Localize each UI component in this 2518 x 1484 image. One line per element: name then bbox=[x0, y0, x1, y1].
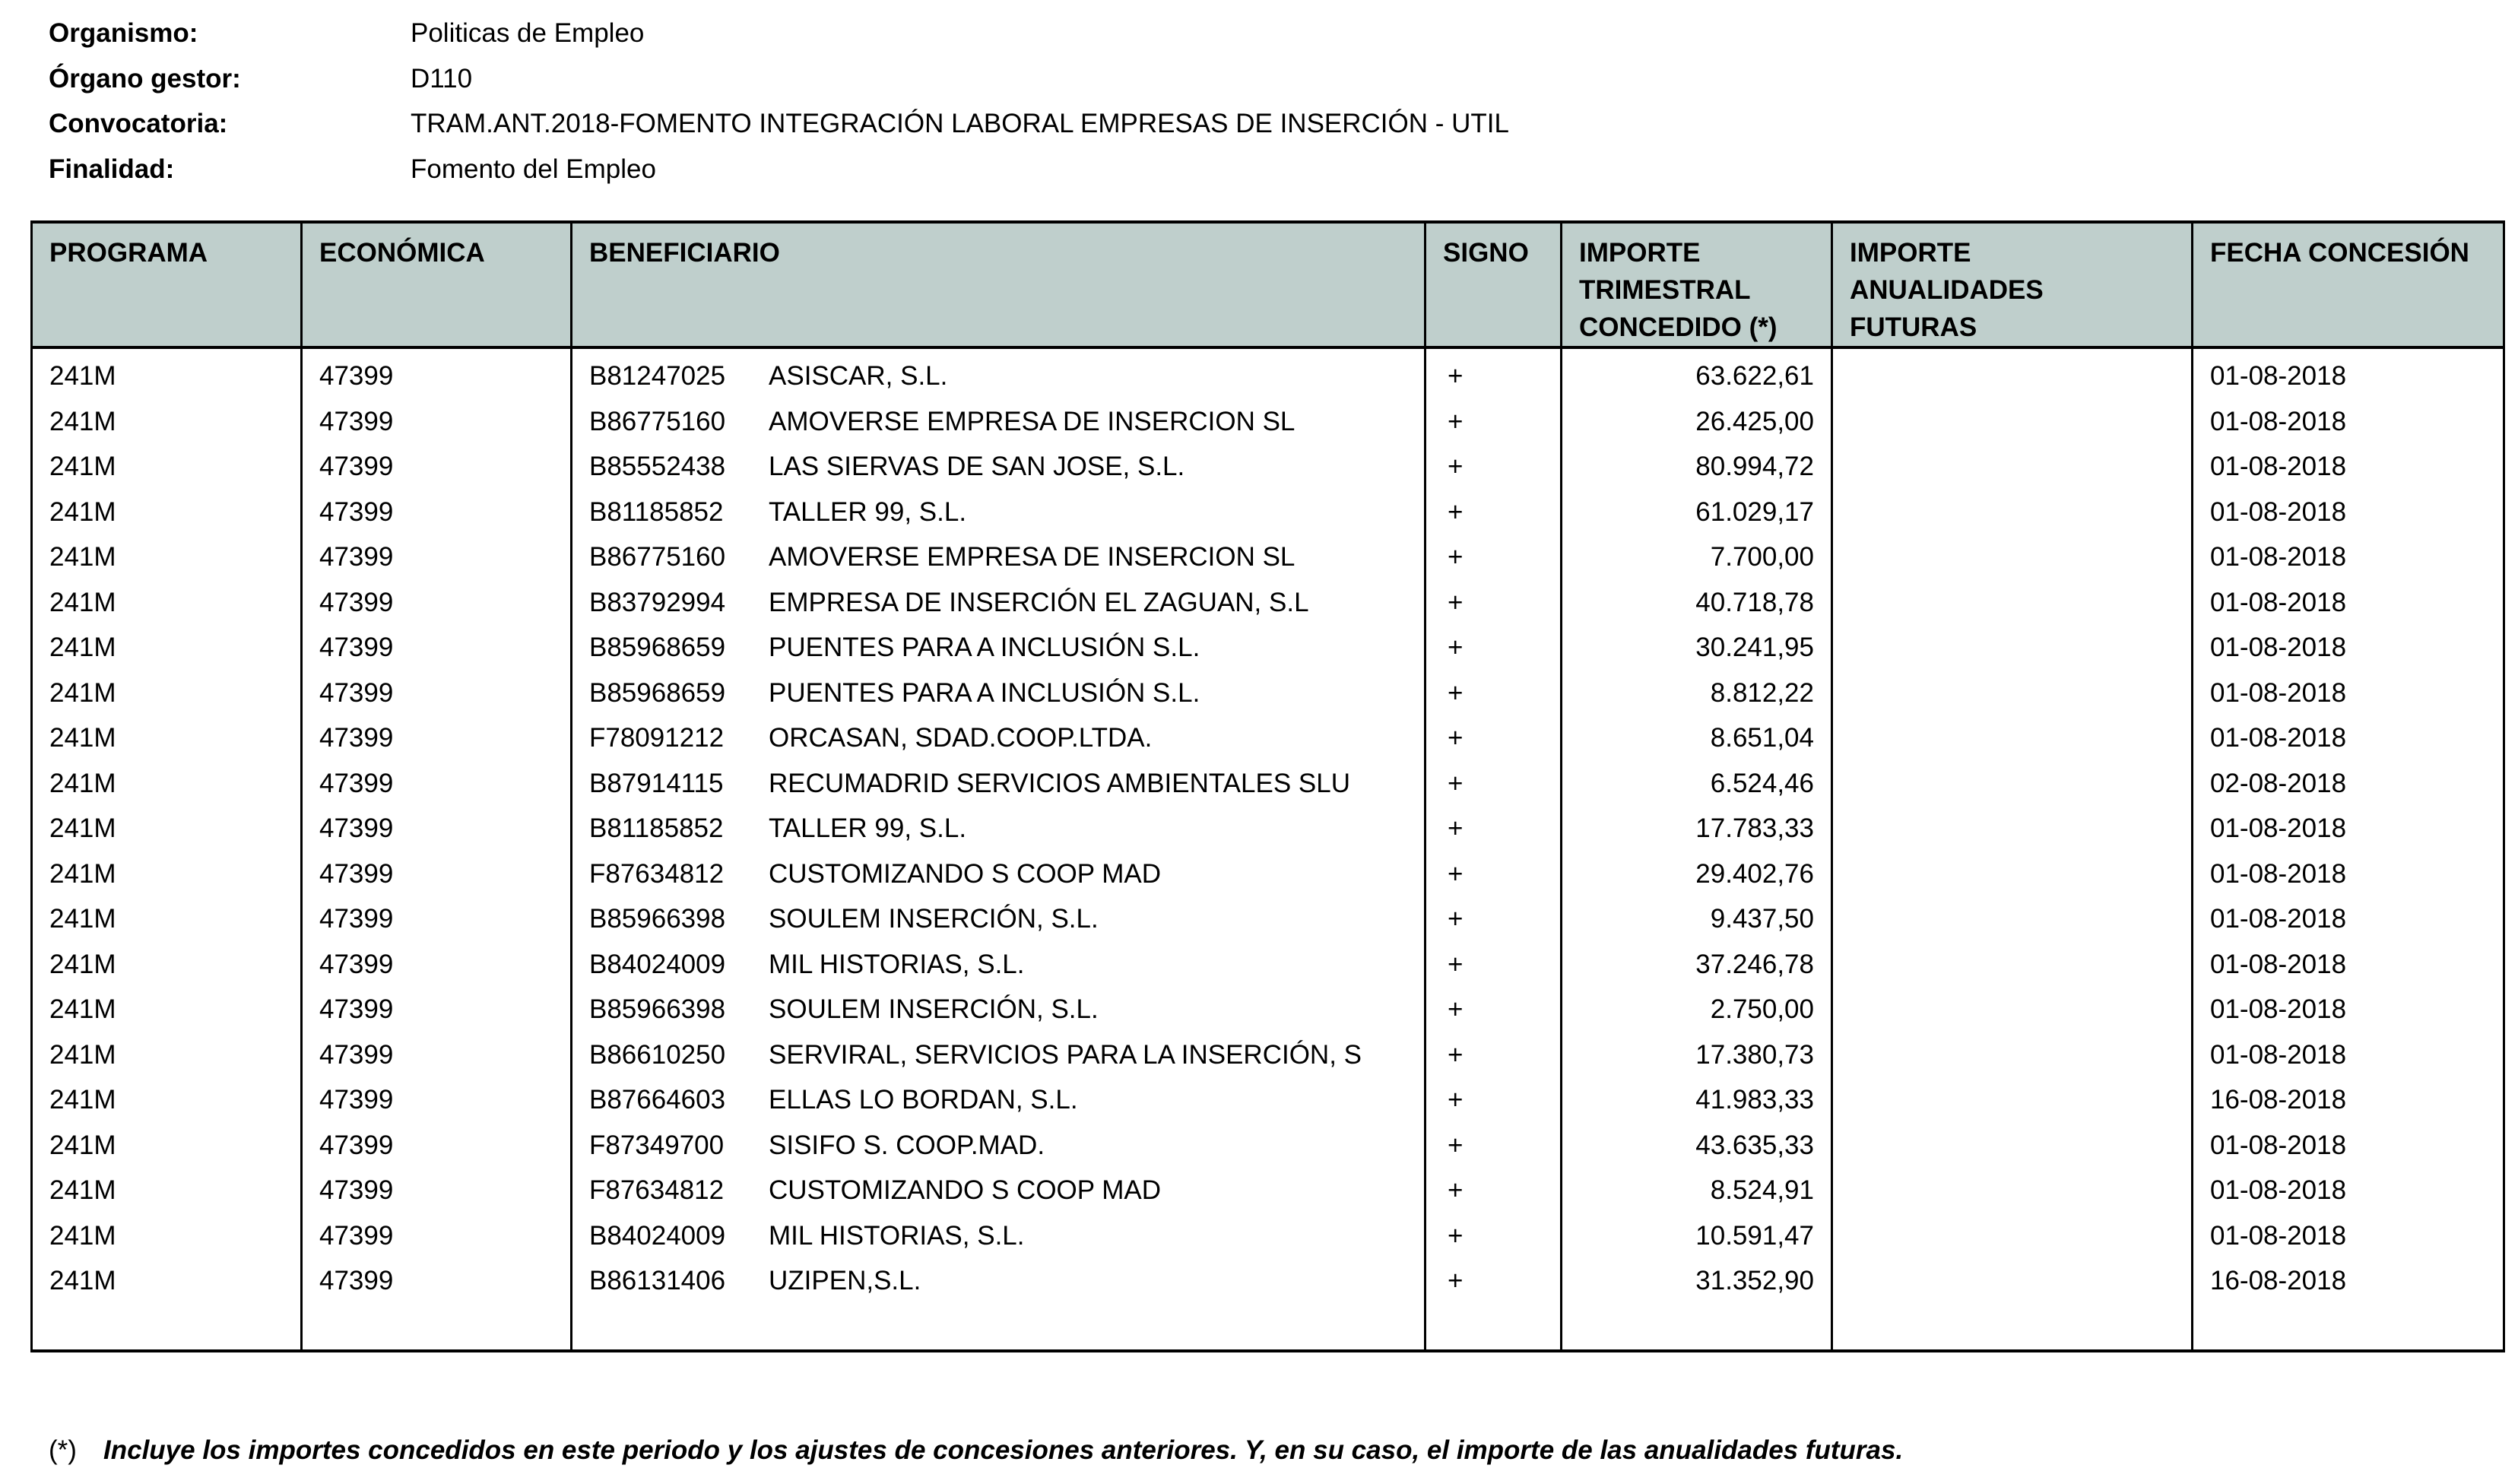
beneficiario-cell bbox=[572, 851, 1425, 897]
signo-cell: + bbox=[1425, 490, 1562, 535]
finalidad-value: Fomento del Empleo bbox=[411, 154, 656, 184]
signo-cell: + bbox=[1425, 399, 1562, 445]
table-row bbox=[32, 1168, 2504, 1213]
fecha-cell: 01-08-2018 bbox=[2193, 1213, 2504, 1259]
importe-cell: 37.246,78 bbox=[1562, 942, 1832, 988]
beneficiario-cell bbox=[572, 671, 1425, 716]
economica-cell: 47399 bbox=[302, 1032, 572, 1078]
beneficiario-nif: B81185852 bbox=[589, 496, 724, 527]
anualidades-cell bbox=[1832, 671, 2193, 716]
beneficiario-cell bbox=[572, 625, 1425, 671]
economica-cell: 47399 bbox=[302, 1123, 572, 1168]
economica-cell: 47399 bbox=[302, 534, 572, 580]
programa-cell: 241M bbox=[32, 761, 302, 807]
importe-cell: 9.437,50 bbox=[1562, 896, 1832, 942]
economica-cell: 47399 bbox=[302, 942, 572, 988]
finalidad-label: Finalidad: bbox=[49, 154, 175, 184]
anualidades-header-line3: FUTURAS bbox=[1850, 312, 1977, 342]
column-header-programa: PROGRAMA bbox=[32, 222, 302, 347]
fecha-cell: 01-08-2018 bbox=[2193, 987, 2504, 1032]
beneficiario-nombre: PUENTES PARA A INCLUSIÓN S.L. bbox=[769, 633, 1200, 662]
table-row bbox=[32, 806, 2504, 851]
footnote-mark: (*) bbox=[49, 1435, 77, 1465]
anualidades-cell bbox=[1832, 490, 2193, 535]
beneficiario-nombre: UZIPEN,S.L. bbox=[769, 1266, 921, 1295]
fecha-cell: 01-08-2018 bbox=[2193, 444, 2504, 490]
programa-cell: 241M bbox=[32, 444, 302, 490]
beneficiario-nombre: TALLER 99, S.L. bbox=[769, 496, 967, 527]
anualidades-cell bbox=[1832, 1258, 2193, 1304]
programa-cell: 241M bbox=[32, 580, 302, 626]
column-header-economica: ECONÓMICA bbox=[302, 222, 572, 347]
beneficiario-nif: B84024009 bbox=[589, 1220, 726, 1251]
programa-cell: 241M bbox=[32, 942, 302, 988]
beneficiario-nombre: ORCASAN, SDAD.COOP.LTDA. bbox=[769, 723, 1153, 753]
beneficiario-nif: B83792994 bbox=[589, 587, 726, 617]
convocatoria-value: TRAM.ANT.2018-FOMENTO INTEGRACIÓN LABORAL EMPRESAS DE INSERCIÓN - UTIL bbox=[411, 109, 1509, 139]
economica-cell: 47399 bbox=[302, 490, 572, 535]
importe-cell: 8.524,91 bbox=[1562, 1168, 1832, 1213]
economica-cell: 47399 bbox=[302, 347, 572, 399]
beneficiario-nombre: ELLAS LO BORDAN, S.L. bbox=[769, 1085, 1078, 1115]
importe-cell: 17.380,73 bbox=[1562, 1032, 1832, 1078]
fecha-cell: 01-08-2018 bbox=[2193, 851, 2504, 897]
anualidades-cell bbox=[1832, 1077, 2193, 1123]
anualidades-cell bbox=[1832, 942, 2193, 988]
anualidades-cell bbox=[1832, 347, 2193, 399]
table-row bbox=[32, 534, 2504, 580]
beneficiario-nif: B85968659 bbox=[589, 677, 726, 708]
importe-cell: 29.402,76 bbox=[1562, 851, 1832, 897]
beneficiario-cell bbox=[572, 942, 1425, 988]
beneficiario-cell bbox=[572, 444, 1425, 490]
economica-cell: 47399 bbox=[302, 1077, 572, 1123]
table-row bbox=[32, 715, 2504, 761]
anualidades-cell bbox=[1832, 399, 2193, 445]
economica-cell: 47399 bbox=[302, 715, 572, 761]
importe-cell: 31.352,90 bbox=[1562, 1258, 1832, 1304]
signo-cell: + bbox=[1425, 580, 1562, 626]
beneficiario-nombre: EMPRESA DE INSERCIÓN EL ZAGUAN, S.L bbox=[769, 587, 1309, 617]
beneficiario-nombre: SOULEM INSERCIÓN, S.L. bbox=[769, 994, 1099, 1024]
importe-header-line3: CONCEDIDO (*) bbox=[1579, 312, 1778, 342]
table-row bbox=[32, 987, 2504, 1032]
beneficiario-nombre: AMOVERSE EMPRESA DE INSERCION SL bbox=[769, 542, 1295, 572]
beneficiario-nif: F87634812 bbox=[589, 1175, 725, 1205]
importe-cell: 26.425,00 bbox=[1562, 399, 1832, 445]
fecha-cell: 01-08-2018 bbox=[2193, 399, 2504, 445]
programa-cell: 241M bbox=[32, 1168, 302, 1213]
table-row bbox=[32, 444, 2504, 490]
signo-cell: + bbox=[1425, 347, 1562, 399]
beneficiario-cell bbox=[572, 399, 1425, 445]
table-header-row bbox=[32, 222, 2504, 347]
beneficiario-cell bbox=[572, 1213, 1425, 1259]
table-row bbox=[32, 625, 2504, 671]
signo-cell: + bbox=[1425, 444, 1562, 490]
economica-cell: 47399 bbox=[302, 1213, 572, 1259]
economica-cell: 47399 bbox=[302, 625, 572, 671]
fecha-cell: 01-08-2018 bbox=[2193, 1032, 2504, 1078]
beneficiario-cell bbox=[572, 490, 1425, 535]
beneficiario-nombre: MIL HISTORIAS, S.L. bbox=[769, 1220, 1025, 1251]
table-row bbox=[32, 896, 2504, 942]
beneficiario-cell bbox=[572, 1258, 1425, 1304]
signo-cell: + bbox=[1425, 761, 1562, 807]
signo-cell: + bbox=[1425, 851, 1562, 897]
beneficiario-nombre: ASISCAR, S.L. bbox=[769, 361, 948, 391]
beneficiario-nif: B86775160 bbox=[589, 542, 726, 572]
programa-cell: 241M bbox=[32, 1123, 302, 1168]
anualidades-cell bbox=[1832, 1168, 2193, 1213]
beneficiario-nif: B85966398 bbox=[589, 994, 726, 1024]
economica-cell: 47399 bbox=[302, 896, 572, 942]
table-row bbox=[32, 580, 2504, 626]
importe-cell: 40.718,78 bbox=[1562, 580, 1832, 626]
programa-cell: 241M bbox=[32, 851, 302, 897]
fecha-cell: 16-08-2018 bbox=[2193, 1077, 2504, 1123]
beneficiario-cell bbox=[572, 896, 1425, 942]
importe-cell: 2.750,00 bbox=[1562, 987, 1832, 1032]
importe-cell: 61.029,17 bbox=[1562, 490, 1832, 535]
beneficiario-cell bbox=[572, 987, 1425, 1032]
beneficiario-nombre: CUSTOMIZANDO S COOP MAD bbox=[769, 1175, 1161, 1205]
organismo-label: Organismo: bbox=[49, 18, 198, 49]
anualidades-cell bbox=[1832, 1123, 2193, 1168]
signo-cell: + bbox=[1425, 1168, 1562, 1213]
fecha-cell: 01-08-2018 bbox=[2193, 715, 2504, 761]
signo-cell: + bbox=[1425, 1032, 1562, 1078]
footnote bbox=[49, 1435, 1903, 1466]
beneficiario-nombre: SISIFO S. COOP.MAD. bbox=[769, 1130, 1045, 1160]
fecha-cell: 02-08-2018 bbox=[2193, 761, 2504, 807]
anualidades-cell bbox=[1832, 444, 2193, 490]
anualidades-cell bbox=[1832, 1213, 2193, 1259]
beneficiario-cell bbox=[572, 347, 1425, 399]
beneficiario-nif: B87664603 bbox=[589, 1085, 726, 1115]
anualidades-cell bbox=[1832, 534, 2193, 580]
fecha-cell: 01-08-2018 bbox=[2193, 1168, 2504, 1213]
importe-header-line2: TRIMESTRAL bbox=[1579, 275, 1751, 305]
beneficiario-nif: B84024009 bbox=[589, 949, 726, 979]
beneficiario-nif: B85552438 bbox=[589, 452, 726, 481]
fecha-cell: 01-08-2018 bbox=[2193, 347, 2504, 399]
programa-cell: 241M bbox=[32, 1258, 302, 1304]
beneficiario-cell bbox=[572, 1077, 1425, 1123]
beneficiario-nombre: SOULEM INSERCIÓN, S.L. bbox=[769, 904, 1099, 934]
economica-cell: 47399 bbox=[302, 806, 572, 851]
beneficiario-cell bbox=[572, 761, 1425, 807]
importe-cell: 6.524,46 bbox=[1562, 761, 1832, 807]
anualidades-cell bbox=[1832, 851, 2193, 897]
table-row bbox=[32, 1032, 2504, 1078]
document-header bbox=[49, 11, 1509, 192]
table-row bbox=[32, 851, 2504, 897]
programa-cell: 241M bbox=[32, 1032, 302, 1078]
beneficiario-cell bbox=[572, 1032, 1425, 1078]
programa-cell: 241M bbox=[32, 671, 302, 716]
anualidades-cell bbox=[1832, 1032, 2193, 1078]
organismo-row bbox=[49, 11, 1509, 56]
fecha-cell: 01-08-2018 bbox=[2193, 942, 2504, 988]
organo-gestor-row bbox=[49, 56, 1509, 102]
programa-cell: 241M bbox=[32, 347, 302, 399]
anualidades-cell bbox=[1832, 987, 2193, 1032]
beneficiario-nif: F87634812 bbox=[589, 858, 725, 889]
column-header-fecha: FECHA CONCESIÓN bbox=[2193, 222, 2504, 347]
beneficiario-nif: F78091212 bbox=[589, 723, 725, 753]
fecha-cell: 01-08-2018 bbox=[2193, 490, 2504, 535]
column-header-signo: SIGNO bbox=[1425, 222, 1562, 347]
footnote-text: Incluye los importes concedidos en este periodo y los ajustes de concesiones anteriores. Y, en su caso, el importe de las anualidades futuras. bbox=[103, 1435, 1904, 1465]
signo-cell: + bbox=[1425, 1258, 1562, 1304]
economica-cell: 47399 bbox=[302, 1258, 572, 1304]
table-row bbox=[32, 942, 2504, 988]
beneficiario-nombre: MIL HISTORIAS, S.L. bbox=[769, 949, 1025, 979]
beneficiario-nif: B87914115 bbox=[589, 768, 724, 798]
signo-cell: + bbox=[1425, 715, 1562, 761]
anualidades-header-line2: ANUALIDADES bbox=[1850, 275, 2044, 305]
programa-cell: 241M bbox=[32, 806, 302, 851]
anualidades-cell bbox=[1832, 896, 2193, 942]
fecha-cell: 01-08-2018 bbox=[2193, 806, 2504, 851]
signo-cell: + bbox=[1425, 625, 1562, 671]
anualidades-cell bbox=[1832, 761, 2193, 807]
signo-cell: + bbox=[1425, 1213, 1562, 1259]
signo-cell: + bbox=[1425, 896, 1562, 942]
table-row bbox=[32, 671, 2504, 716]
programa-cell: 241M bbox=[32, 1077, 302, 1123]
organo-gestor-label: Órgano gestor: bbox=[49, 63, 241, 94]
signo-cell: + bbox=[1425, 987, 1562, 1032]
importe-cell: 8.812,22 bbox=[1562, 671, 1832, 716]
importe-cell: 8.651,04 bbox=[1562, 715, 1832, 761]
table-filler-row bbox=[32, 1304, 2504, 1351]
column-header-importe bbox=[1562, 222, 1832, 347]
beneficiario-nombre: CUSTOMIZANDO S COOP MAD bbox=[769, 858, 1161, 889]
economica-cell: 47399 bbox=[302, 444, 572, 490]
signo-cell: + bbox=[1425, 942, 1562, 988]
beneficiario-nif: B86610250 bbox=[589, 1039, 726, 1070]
table-row bbox=[32, 490, 2504, 535]
beneficiario-nif: B86131406 bbox=[589, 1266, 726, 1295]
beneficiario-nombre: AMOVERSE EMPRESA DE INSERCION SL bbox=[769, 406, 1295, 436]
beneficiario-cell bbox=[572, 534, 1425, 580]
importe-cell: 63.622,61 bbox=[1562, 347, 1832, 399]
economica-cell: 47399 bbox=[302, 851, 572, 897]
beneficiario-nombre: SERVIRAL, SERVICIOS PARA LA INSERCIÓN, S bbox=[769, 1039, 1362, 1070]
economica-cell: 47399 bbox=[302, 987, 572, 1032]
grants-table bbox=[30, 220, 2505, 1352]
importe-cell: 10.591,47 bbox=[1562, 1213, 1832, 1259]
table-row bbox=[32, 347, 2504, 399]
fecha-cell: 01-08-2018 bbox=[2193, 1123, 2504, 1168]
beneficiario-nif: B86775160 bbox=[589, 406, 726, 436]
programa-cell: 241M bbox=[32, 490, 302, 535]
column-header-anualidades bbox=[1832, 222, 2193, 347]
programa-cell: 241M bbox=[32, 399, 302, 445]
importe-cell: 17.783,33 bbox=[1562, 806, 1832, 851]
fecha-cell: 01-08-2018 bbox=[2193, 671, 2504, 716]
table-row bbox=[32, 1258, 2504, 1304]
fecha-cell: 01-08-2018 bbox=[2193, 896, 2504, 942]
importe-cell: 43.635,33 bbox=[1562, 1123, 1832, 1168]
table-row bbox=[32, 399, 2504, 445]
beneficiario-nombre: TALLER 99, S.L. bbox=[769, 813, 967, 843]
table-body bbox=[32, 347, 2504, 1351]
importe-cell: 7.700,00 bbox=[1562, 534, 1832, 580]
beneficiario-nif: F87349700 bbox=[589, 1130, 725, 1160]
anualidades-cell bbox=[1832, 715, 2193, 761]
beneficiario-nombre: LAS SIERVAS DE SAN JOSE, S.L. bbox=[769, 452, 1185, 481]
fecha-cell: 01-08-2018 bbox=[2193, 534, 2504, 580]
beneficiario-nif: B81185852 bbox=[589, 813, 724, 843]
signo-cell: + bbox=[1425, 806, 1562, 851]
signo-cell: + bbox=[1425, 534, 1562, 580]
fecha-cell: 01-08-2018 bbox=[2193, 580, 2504, 626]
beneficiario-nif: B85966398 bbox=[589, 904, 726, 934]
beneficiario-cell bbox=[572, 580, 1425, 626]
anualidades-header-line1: IMPORTE bbox=[1850, 238, 1971, 268]
convocatoria-label: Convocatoria: bbox=[49, 109, 228, 139]
economica-cell: 47399 bbox=[302, 1168, 572, 1213]
beneficiario-cell bbox=[572, 1123, 1425, 1168]
fecha-cell: 01-08-2018 bbox=[2193, 625, 2504, 671]
table-row bbox=[32, 1123, 2504, 1168]
economica-cell: 47399 bbox=[302, 399, 572, 445]
table-row bbox=[32, 1213, 2504, 1259]
beneficiario-cell bbox=[572, 1168, 1425, 1213]
beneficiario-nif: B81247025 bbox=[589, 361, 726, 391]
signo-cell: + bbox=[1425, 1077, 1562, 1123]
beneficiario-cell bbox=[572, 806, 1425, 851]
organismo-value: Politicas de Empleo bbox=[411, 18, 645, 49]
economica-cell: 47399 bbox=[302, 761, 572, 807]
convocatoria-row bbox=[49, 101, 1509, 147]
anualidades-cell bbox=[1832, 625, 2193, 671]
signo-cell: + bbox=[1425, 671, 1562, 716]
table-row bbox=[32, 1077, 2504, 1123]
beneficiario-nif: B85968659 bbox=[589, 633, 726, 662]
programa-cell: 241M bbox=[32, 715, 302, 761]
programa-cell: 241M bbox=[32, 987, 302, 1032]
beneficiario-nombre: RECUMADRID SERVICIOS AMBIENTALES SLU bbox=[769, 768, 1350, 798]
organo-gestor-value: D110 bbox=[411, 63, 473, 94]
economica-cell: 47399 bbox=[302, 580, 572, 626]
programa-cell: 241M bbox=[32, 534, 302, 580]
finalidad-row bbox=[49, 147, 1509, 192]
anualidades-cell bbox=[1832, 580, 2193, 626]
anualidades-cell bbox=[1832, 806, 2193, 851]
column-header-beneficiario: BENEFICIARIO bbox=[572, 222, 1425, 347]
importe-header-line1: IMPORTE bbox=[1579, 238, 1701, 268]
importe-cell: 30.241,95 bbox=[1562, 625, 1832, 671]
table-row bbox=[32, 761, 2504, 807]
importe-cell: 80.994,72 bbox=[1562, 444, 1832, 490]
economica-cell: 47399 bbox=[302, 671, 572, 716]
beneficiario-nombre: PUENTES PARA A INCLUSIÓN S.L. bbox=[769, 677, 1200, 708]
programa-cell: 241M bbox=[32, 1213, 302, 1259]
programa-cell: 241M bbox=[32, 896, 302, 942]
programa-cell: 241M bbox=[32, 625, 302, 671]
fecha-cell: 16-08-2018 bbox=[2193, 1258, 2504, 1304]
importe-cell: 41.983,33 bbox=[1562, 1077, 1832, 1123]
beneficiario-cell bbox=[572, 715, 1425, 761]
signo-cell: + bbox=[1425, 1123, 1562, 1168]
